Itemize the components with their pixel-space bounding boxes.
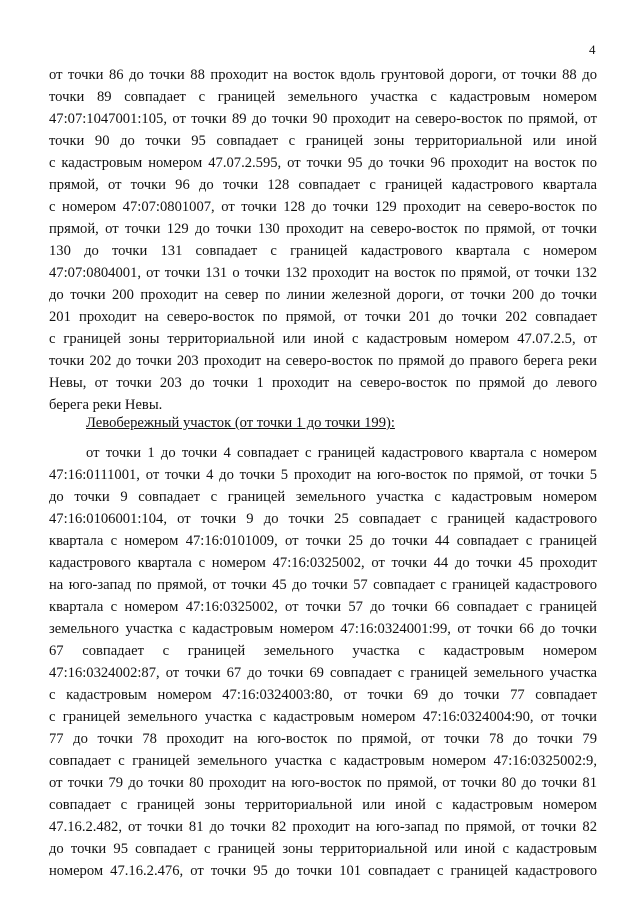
text-line: 47:07:0804001, от точки 131 о точки 132 проходит на восток по прямой, от точки 132 — [49, 265, 597, 281]
text-line: квартала с номером 47:16:0101009, от точки 25 до точки 44 совпадает с границей — [49, 533, 597, 549]
text-line: прямой, от точки 96 до точки 128 совпадает с границей кадастрового квартала — [49, 177, 597, 193]
section-heading: Левобережный участок (от точки 1 до точки 199): — [86, 415, 395, 431]
text-line: квартала с номером 47:16:0325002, от точки 57 до точки 66 совпадает с границей — [49, 599, 597, 615]
text-line: 47:07:1047001:105, от точки 89 до точки 90 проходит на северо-восток по прямой, от — [49, 111, 597, 127]
text-line: 67 совпадает с границей земельного участка с кадастровым номером — [49, 643, 597, 659]
text-line: точки 90 до точки 95 совпадает с границей зоны территориальной или иной — [49, 133, 597, 149]
text-line: прямой, от точки 129 до точки 130 проходит на северо-восток по прямой, от точки — [49, 221, 597, 237]
text-line: 47:16:0111001, от точки 4 до точки 5 проходит на юго-восток по прямой, от точки 5 — [49, 467, 597, 483]
text-line: совпадает с границей зоны территориальной или иной с кадастровым номером — [49, 797, 597, 813]
text-line: 130 до точки 131 совпадает с границей кадастрового квартала с номером — [49, 243, 597, 259]
text-line: номером 47.16.2.476, от точки 95 до точки 101 совпадает с границей кадастрового — [49, 863, 597, 879]
text-line: берега реки Невы. — [49, 397, 163, 413]
text-line: кадастрового квартала с номером 47:16:0325002, от точки 44 до точки 45 проходит — [49, 555, 597, 571]
text-line: 201 проходит на северо-восток по прямой, от точки 201 до точки 202 совпадает — [49, 309, 597, 325]
text-line: до точки 200 проходит на север по линии железной дороги, от точки 200 до точки — [49, 287, 597, 303]
text-line: с кадастровым номером 47.07.2.595, от точки 95 до точки 96 проходит на восток по — [49, 155, 597, 171]
text-line: точки 89 совпадает с границей земельного участка с кадастровым номером — [49, 89, 597, 105]
text-line: от точки 86 до точки 88 проходит на восток вдоль грунтовой дороги, от точки 88 до — [49, 67, 597, 83]
text-line: 47:16:0106001:104, от точки 9 до точки 25 совпадает с границей кадастрового — [49, 511, 597, 527]
text-line: с границей зоны территориальной или иной с кадастровым номером 47.07.2.5, от — [49, 331, 597, 347]
text-line: от точки 1 до точки 4 совпадает с границей кадастрового квартала с номером — [86, 445, 597, 461]
text-line: совпадает с границей земельного участка с кадастровым номером 47:16:0325002:9, — [49, 753, 597, 769]
text-line: земельного участка с кадастровым номером 47:16:0324001:99, от точки 66 до точки — [49, 621, 597, 637]
text-line: от точки 79 до точки 80 проходит на юго-восток по прямой, от точки 80 до точки 81 — [49, 775, 597, 791]
text-line: 77 до точки 78 проходит на юго-восток по прямой, от точки 78 до точки 79 — [49, 731, 597, 747]
text-line: с кадастровым номером 47:16:0324003:80, от точки 69 до точки 77 совпадает — [49, 687, 597, 703]
text-line: с номером 47:07:0801007, от точки 128 до точки 129 проходит на северо-восток по — [49, 199, 597, 215]
text-line: 47:16:0324002:87, от точки 67 до точки 69 совпадает с границей земельного участка — [49, 665, 597, 681]
text-line: до точки 95 совпадает с границей зоны территориальной или иной с кадастровым — [49, 841, 597, 857]
page-number: 4 — [589, 42, 596, 57]
text-line: Невы, от точки 203 до точки 1 проходит на северо-восток по прямой до левого — [49, 375, 597, 391]
text-line: на юго-запад по прямой, от точки 45 до точки 57 совпадает с границей кадастрового — [49, 577, 597, 593]
text-line: 47.16.2.482, от точки 81 до точки 82 проходит на юго-запад по прямой, от точки 82 — [49, 819, 597, 835]
text-line: с границей земельного участка с кадастровым номером 47:16:0324004:90, от точки — [49, 709, 597, 725]
text-line: до точки 9 совпадает с границей земельного участка с кадастровым номером — [49, 489, 597, 505]
text-line: точки 202 до точки 203 проходит на северо-восток по прямой до правого берега реки — [49, 353, 597, 369]
